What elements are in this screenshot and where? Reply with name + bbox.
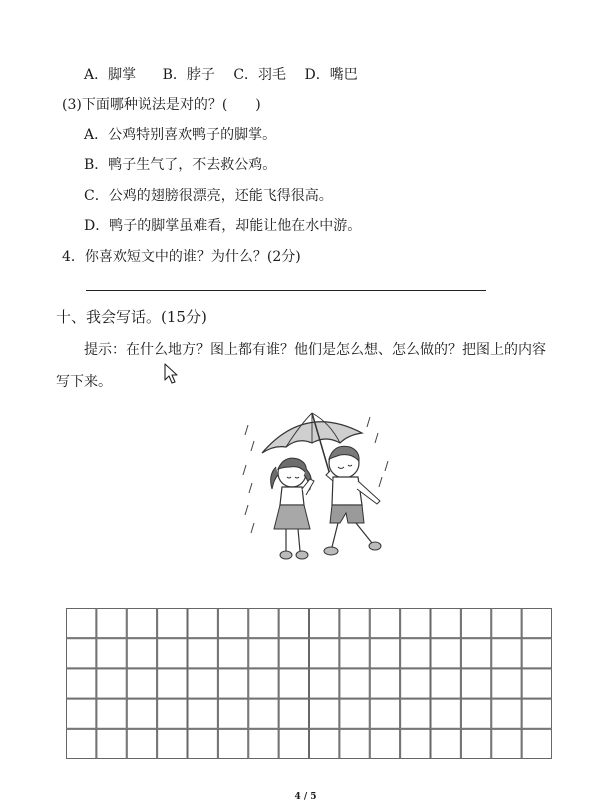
grid-cell[interactable]	[279, 639, 308, 668]
option-a: A．脚掌	[84, 67, 137, 83]
grid-cell[interactable]	[461, 699, 490, 728]
grid-cell[interactable]	[158, 699, 187, 728]
grid-cell[interactable]	[249, 699, 278, 728]
grid-cell[interactable]	[522, 729, 551, 758]
grid-cell[interactable]	[188, 669, 217, 698]
page-number: 4 / 5	[294, 792, 317, 802]
grid-cell[interactable]	[127, 699, 156, 728]
section10-hint-line1: 提示：在什么地方？图上都有谁？他们是怎么想、怎么做的？把图上的内容	[84, 342, 546, 358]
grid-cell[interactable]	[158, 669, 187, 698]
grid-cell[interactable]	[249, 669, 278, 698]
grid-cell[interactable]	[127, 639, 156, 668]
grid-cell[interactable]	[218, 669, 247, 698]
grid-cell[interactable]	[522, 669, 551, 698]
grid-cell[interactable]	[370, 699, 399, 728]
grid-cell[interactable]	[370, 669, 399, 698]
grid-cell[interactable]	[127, 669, 156, 698]
grid-cell[interactable]	[67, 639, 96, 668]
grid-cell[interactable]	[340, 609, 369, 638]
grid-cell[interactable]	[522, 699, 551, 728]
writing-grid[interactable]	[66, 608, 552, 759]
grid-cell[interactable]	[492, 609, 521, 638]
grid-cell[interactable]	[188, 729, 217, 758]
grid-cell[interactable]	[370, 639, 399, 668]
grid-cell[interactable]	[279, 609, 308, 638]
grid-cell[interactable]	[158, 639, 187, 668]
grid-cell[interactable]	[461, 609, 490, 638]
q4-stem: 4．你喜欢短文中的谁？为什么？(2分)	[62, 249, 301, 265]
grid-cell[interactable]	[279, 669, 308, 698]
section10-hint-line2: 写下来。	[56, 374, 112, 390]
q3-option-b: B．鸭子生气了，不去救公鸡。	[84, 157, 277, 173]
option-b: B．脖子	[162, 67, 215, 83]
q2-options-row	[84, 66, 372, 84]
grid-cell[interactable]	[97, 609, 126, 638]
grid-cell[interactable]	[370, 609, 399, 638]
grid-cell[interactable]	[401, 699, 430, 728]
grid-cell[interactable]	[431, 729, 460, 758]
grid-cell[interactable]	[67, 609, 96, 638]
grid-cell[interactable]	[97, 729, 126, 758]
grid-cell[interactable]	[67, 699, 96, 728]
grid-cell[interactable]	[401, 669, 430, 698]
grid-cell[interactable]	[461, 639, 490, 668]
grid-cell[interactable]	[67, 729, 96, 758]
grid-cell[interactable]	[431, 699, 460, 728]
grid-cell[interactable]	[492, 729, 521, 758]
grid-cell[interactable]	[461, 729, 490, 758]
grid-cell[interactable]	[401, 729, 430, 758]
grid-cell[interactable]	[401, 639, 430, 668]
grid-cell[interactable]	[158, 609, 187, 638]
grid-cell[interactable]	[249, 729, 278, 758]
grid-cell[interactable]	[492, 699, 521, 728]
q3-option-a: A．公鸡特别喜欢鸭子的脚掌。	[84, 127, 277, 143]
grid-cell[interactable]	[310, 699, 339, 728]
q3-stem: (3)下面哪种说法是对的？( )	[62, 97, 261, 113]
children-umbrella-illustration	[240, 405, 400, 575]
grid-cell[interactable]	[461, 669, 490, 698]
option-d: D．嘴巴	[304, 67, 358, 83]
grid-cell[interactable]	[249, 609, 278, 638]
grid-cell[interactable]	[340, 669, 369, 698]
grid-cell[interactable]	[218, 699, 247, 728]
grid-cell[interactable]	[127, 609, 156, 638]
grid-cell[interactable]	[340, 729, 369, 758]
grid-cell[interactable]	[310, 669, 339, 698]
grid-cell[interactable]	[401, 609, 430, 638]
grid-cell[interactable]	[67, 669, 96, 698]
q3-option-d: D．鸭子的脚掌虽难看，却能让他在水中游。	[84, 218, 362, 234]
grid-cell[interactable]	[340, 699, 369, 728]
grid-cell[interactable]	[522, 609, 551, 638]
grid-cell[interactable]	[279, 699, 308, 728]
grid-cell[interactable]	[188, 699, 217, 728]
grid-cell[interactable]	[249, 639, 278, 668]
grid-cell[interactable]	[431, 669, 460, 698]
grid-cell[interactable]	[431, 639, 460, 668]
grid-cell[interactable]	[340, 639, 369, 668]
grid-cell[interactable]	[492, 669, 521, 698]
mouse-cursor-icon	[164, 363, 180, 385]
q3-option-c: C．公鸡的翅膀很漂亮，还能飞得很高。	[84, 188, 333, 204]
grid-cell[interactable]	[310, 729, 339, 758]
section10-title: 十、我会写话。(15分)	[56, 308, 207, 326]
grid-cell[interactable]	[522, 639, 551, 668]
grid-cell[interactable]	[218, 609, 247, 638]
grid-cell[interactable]	[279, 729, 308, 758]
grid-cell[interactable]	[310, 609, 339, 638]
grid-cell[interactable]	[188, 639, 217, 668]
grid-cell[interactable]	[97, 699, 126, 728]
grid-cell[interactable]	[188, 609, 217, 638]
grid-cell[interactable]	[310, 639, 339, 668]
grid-cell[interactable]	[127, 729, 156, 758]
grid-cell[interactable]	[97, 639, 126, 668]
option-c: C．羽毛	[233, 67, 287, 83]
grid-cell[interactable]	[97, 669, 126, 698]
grid-cell[interactable]	[370, 729, 399, 758]
grid-cell[interactable]	[431, 609, 460, 638]
grid-cell[interactable]	[158, 729, 187, 758]
grid-cell[interactable]	[218, 639, 247, 668]
q4-answer-line[interactable]	[86, 290, 486, 291]
grid-cell[interactable]	[218, 729, 247, 758]
grid-cell[interactable]	[492, 639, 521, 668]
